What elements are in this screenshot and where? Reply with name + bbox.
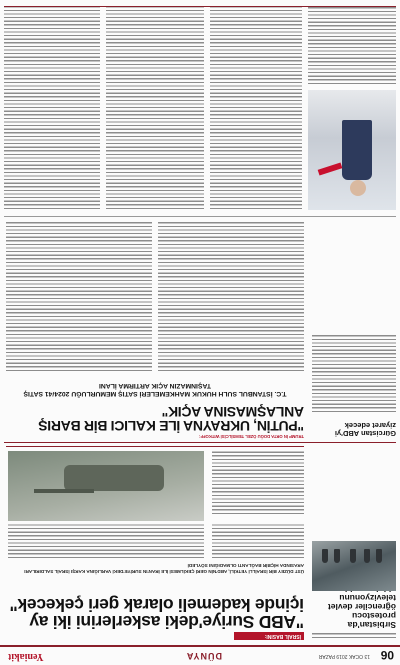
lower-kicker: TRUMP İN ORTA DOĞU ÖZEL TEMSİLCİSİ WITKOFF:: [199, 434, 304, 439]
section-title: DÜNYA: [185, 651, 222, 661]
main-kicker: İSRAİL BASINI:: [234, 632, 304, 640]
main-subhead: ÜST DÜZEY BİR İSRAİLLİ YETKİLİ, ABD'NİN GERİ ÇEKİLMESİ İLE İRAN'IN SURİYE'DEKİ VARLIĞINA KARŞI İSRAİL SALDIRILARI ARASINDA HİÇBİR BAĞLANTI OLMADIĞINI SÖYLEDİ: [24, 563, 304, 574]
legal-ad-title: T.C. İSTANBUL SULH HUKUK MAHKEMELERİ SATIŞ MEMURLUĞU 2024/41 SATIŞ TAŞINMAZIN AÇIK ARTIRMA İLANI: [23, 382, 287, 397]
main-photo: [8, 451, 204, 521]
left-kicker-lines: [312, 631, 396, 639]
section-divider: [4, 442, 396, 443]
section-divider: [6, 446, 304, 447]
page-number: 06: [380, 648, 394, 662]
main-text-column-1: [212, 523, 304, 559]
left-article-title: Sırbistan'da protestocu öğrenciler devlet televizyonunu: [327, 593, 396, 630]
bottom-text-column-2: [210, 5, 302, 210]
bottom-text-column-1: [308, 5, 396, 85]
lower-left-title: Gürcistan ABD'yi ziyaret edecek: [334, 421, 396, 438]
main-text-column-2: [8, 523, 204, 559]
bottom-text-column-3: [106, 5, 204, 210]
issue-date: 13 OCAK 2019 PAZAR: [318, 653, 370, 659]
newspaper-logo: Yeniakit: [8, 651, 44, 662]
bottom-text-column-4: [4, 5, 100, 210]
page-footer-rule: [4, 6, 396, 7]
bottom-rule: [4, 216, 396, 217]
left-article-photo: [312, 541, 396, 591]
main-text-column-3: [212, 451, 304, 515]
legal-ad-text-2: [6, 222, 152, 372]
main-headline: "ABD Suriye'deki askerlerini iki ay içinde kademeli olarak geri çekecek": [9, 595, 304, 632]
bottom-photo: [308, 90, 396, 210]
lower-headline: "PUTİN, UKRAYNA İLE KALICI BİR BARIŞ ANLAŞMASINA AÇIK": [38, 404, 304, 434]
legal-ad-text-1: [158, 222, 304, 372]
lower-left-text: [312, 333, 396, 413]
page-header: [0, 645, 400, 665]
